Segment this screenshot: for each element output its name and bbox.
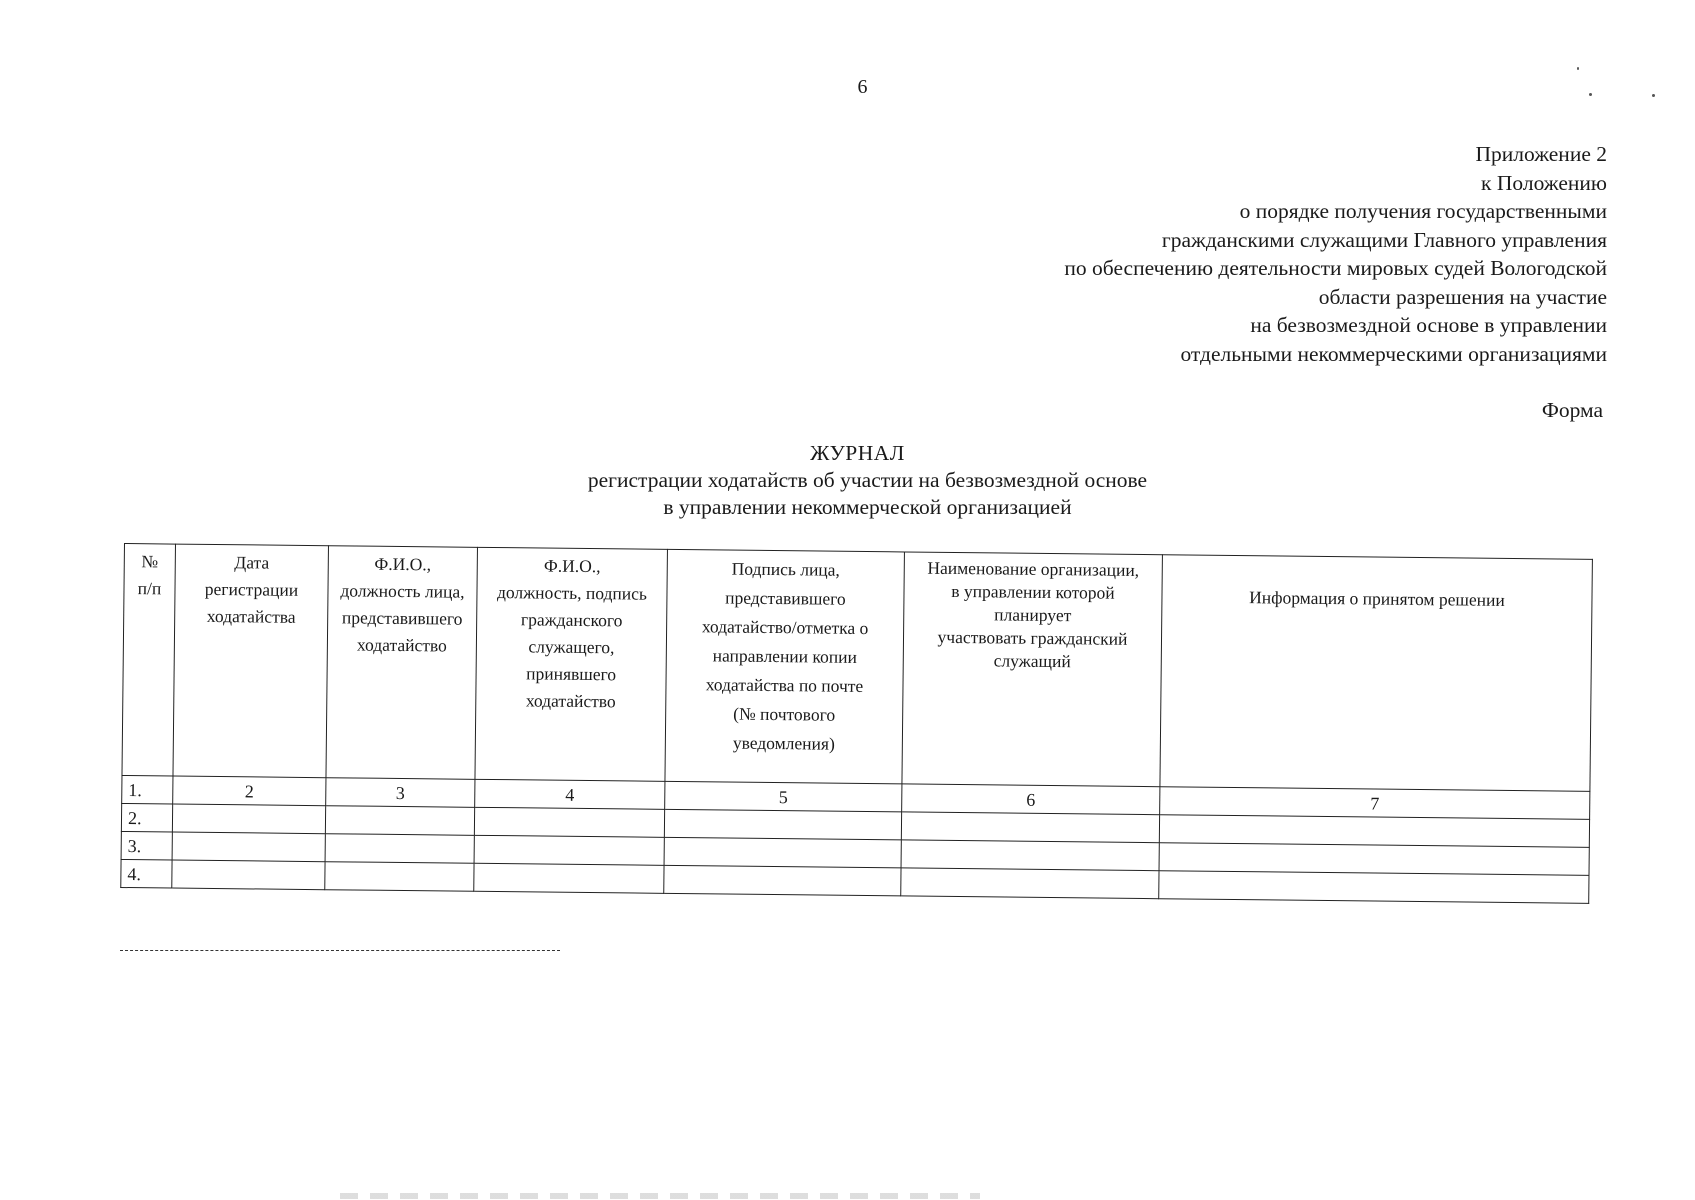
header-cell-applicant [326, 546, 478, 780]
header-line: должность, подпись [496, 582, 648, 604]
table-cell [664, 865, 901, 896]
table-cell: 2 [173, 776, 326, 806]
journal-table [120, 543, 1593, 904]
journal-subtitle-line-2: в управлении некоммерческой организацией [663, 495, 1072, 519]
table-cell [172, 860, 325, 890]
table-cell-row-number: 4. [121, 859, 172, 888]
form-label: Форма [1541, 398, 1603, 422]
table-cell [474, 807, 664, 837]
header-cell-number [122, 544, 176, 777]
page-number: 6 [857, 76, 868, 98]
appendix-line: к Положению [1481, 170, 1607, 195]
table-cell: 6 [902, 784, 1160, 815]
scan-bleed-through [340, 1193, 980, 1199]
table-cell [664, 837, 901, 868]
header-line: представившего [725, 587, 846, 609]
header-line: ходатайства по почте [705, 674, 864, 697]
scan-artifact-dot [1577, 67, 1579, 70]
table-cell: 3 [326, 778, 475, 808]
header-line: Подпись лица, [731, 558, 840, 580]
table-cell: 5 [665, 781, 902, 812]
header-line: в управлении которой [951, 580, 1115, 603]
header-line: уведомления) [732, 732, 835, 754]
appendix-line: гражданскими служащими Главного управления [1161, 227, 1607, 252]
header-line: п/п [137, 578, 162, 599]
header-line: ходатайство [356, 634, 447, 656]
header-cell-receiver [475, 547, 667, 781]
appendix-line: на безвозмездной основе в управлении [1250, 313, 1607, 337]
table-cell [901, 868, 1159, 899]
table-cell-row-number: 3. [121, 831, 172, 860]
footnote-separator-line [120, 950, 560, 951]
table-cell [901, 812, 1159, 843]
header-line: Дата [234, 552, 270, 573]
table-cell [172, 832, 325, 862]
header-line: ходатайства [206, 605, 296, 627]
header-line: Наименование организации, [927, 557, 1140, 580]
table-cell [901, 840, 1159, 871]
table-header-row [122, 544, 1592, 792]
header-line: Ф.И.О., [543, 555, 601, 577]
table-cell-row-number: 2. [121, 803, 172, 832]
header-line: представившего [341, 607, 463, 629]
journal-title: ЖУРНАЛ [810, 441, 905, 465]
appendix-line: области разрешения на участие [1318, 284, 1607, 309]
header-cell-organization [902, 552, 1162, 787]
header-cell-registration-date [173, 544, 329, 778]
table-cell [474, 863, 664, 893]
appendix-line: по обеспечению деятельности мировых судей Вологодской [1064, 256, 1607, 280]
header-line: (№ почтового [733, 703, 836, 725]
table-cell [172, 804, 325, 834]
table-cell: 1. [122, 775, 173, 804]
header-line: служащий [993, 650, 1071, 672]
header-line: регистрации [204, 578, 299, 600]
appendix-line: Приложение 2 [1475, 142, 1607, 166]
table-cell: 4 [475, 779, 665, 809]
appendix-line: отдельными некоммерческими организациями [1180, 341, 1607, 366]
header-line: должность лица, [340, 580, 465, 602]
journal-subtitle-line-1: регистрации ходатайств об участии на безвозмездной основе [587, 468, 1148, 492]
appendix-line: о порядке получения государственными [1239, 199, 1607, 223]
header-line: Информация о принятом решении [1249, 587, 1505, 610]
header-line: гражданского [520, 609, 623, 631]
table-cell [325, 806, 474, 836]
header-line: принявшего [526, 663, 617, 685]
appendix-block [1064, 140, 1607, 368]
header-line: участвовать гражданский [937, 626, 1128, 649]
table-cell: 7 [1160, 787, 1590, 820]
header-cell-signature [665, 549, 904, 784]
header-line: направлении копии [712, 645, 858, 667]
header-line: служащего, [528, 636, 615, 658]
header-cell-decision [1160, 555, 1592, 792]
header-line: № [141, 551, 159, 572]
table-cell [1159, 871, 1589, 904]
header-line: ходатайство/отметка о [701, 616, 869, 639]
header-line: Ф.И.О., [374, 553, 432, 575]
scan-artifact-dot [1652, 94, 1655, 97]
scan-artifact-dot [1589, 93, 1592, 96]
journal-table-wrapper [120, 543, 1592, 904]
table-cell [325, 834, 474, 864]
header-line: ходатайство [525, 690, 616, 712]
journal-title-block [0, 440, 1695, 521]
table-cell [664, 809, 901, 840]
header-line: планирует [994, 604, 1072, 626]
table-cell [325, 862, 474, 892]
table-cell [474, 835, 664, 865]
